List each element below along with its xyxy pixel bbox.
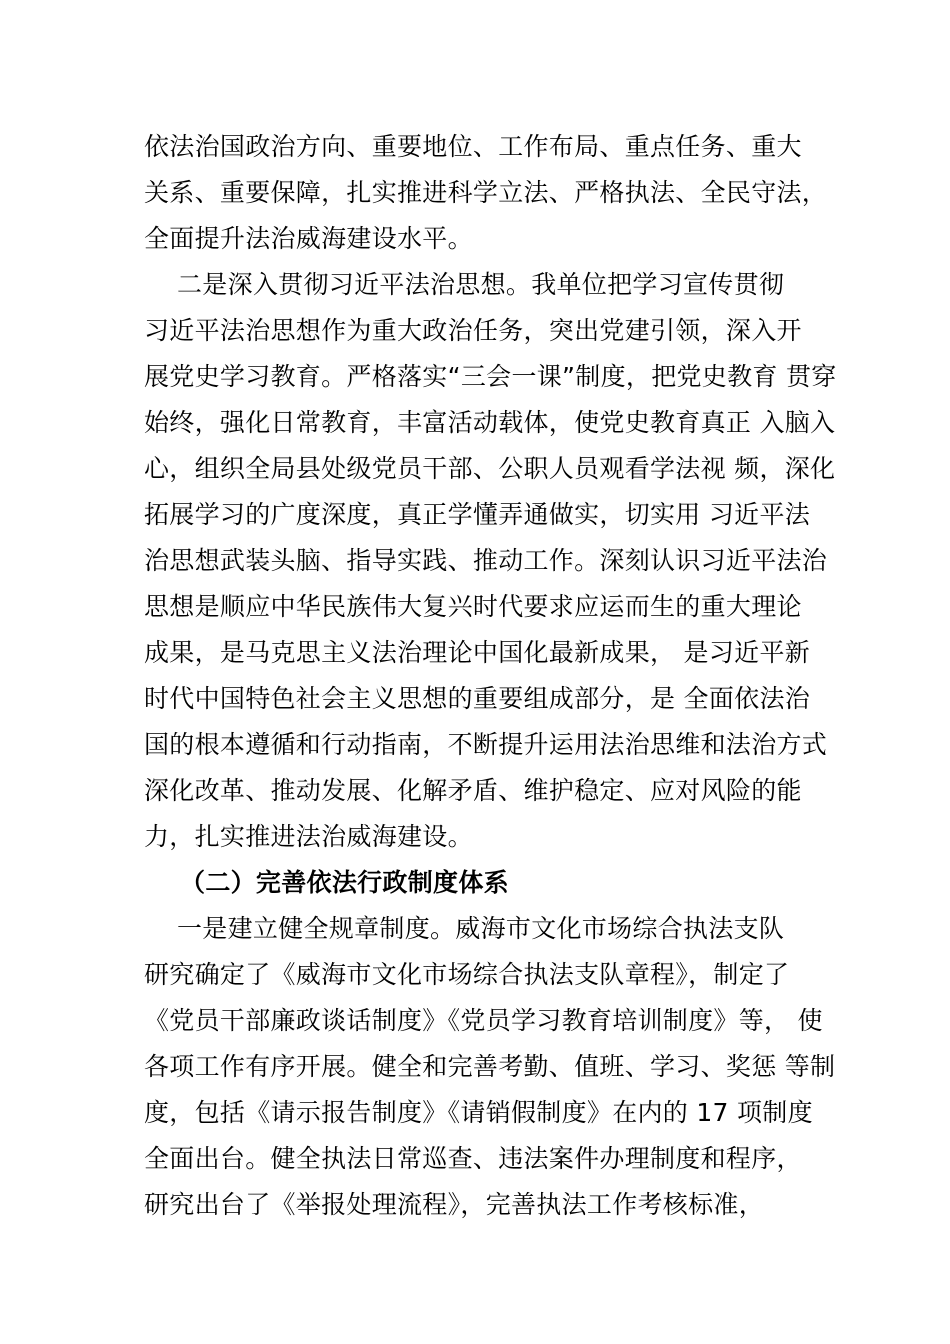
text-line: 全面提升法治威海建设水平。 bbox=[144, 224, 473, 253]
text-line: 二是深入贯彻习近平法治思想。我单位把学习宣传贯彻 bbox=[144, 270, 785, 299]
text-line: 思想是顺应中华民族伟大复兴时代要求应运而生的重大理论 bbox=[144, 592, 802, 621]
text-line: 度，包括《请示报告制度》《请销假制度》在内的 17 项制度 bbox=[144, 1098, 813, 1127]
section-heading: （二）完善依法行政制度体系 bbox=[144, 868, 509, 897]
text-line: 《党员干部廉政谈话制度》《党员学习教育培训制度》等， 使 bbox=[144, 1006, 823, 1035]
text-line: 时代中国特色社会主义思想的重要组成部分，是 全面依法治 bbox=[144, 684, 811, 713]
text-line: 习近平法治思想作为重大政治任务，突出党建引领，深入开 bbox=[144, 316, 802, 345]
text-line: 心，组织全局县处级党员干部、公职人员观看学法视 频，深化 bbox=[144, 454, 836, 483]
text-line: 力，扎实推进法治威海建设。 bbox=[144, 822, 473, 851]
text-line: 深化改革、推动发展、化解矛盾、维护稳定、应对风险的能 bbox=[144, 776, 802, 805]
text-line: 治思想武装头脑、指导实践、推动工作。深刻认识习近平法治 bbox=[144, 546, 828, 575]
text-line: 成果，是马克思主义法治理论中国化最新成果， 是习近平新 bbox=[144, 638, 811, 667]
text-line: 拓展学习的广度深度，真正学懂弄通做实，切实用 习近平法 bbox=[144, 500, 811, 529]
text-line: 研究出台了《举报处理流程》，完善执法工作考核标准， bbox=[144, 1190, 765, 1219]
text-line: 关系、重要保障，扎实推进科学立法、严格执法、全民守法， bbox=[144, 178, 828, 207]
text-line: 始终，强化日常教育，丰富活动载体，使党史教育真正 入脑入 bbox=[144, 408, 836, 437]
body-text bbox=[144, 124, 844, 1228]
text-line: 研究确定了《威海市文化市场综合执法支队章程》，制定了 bbox=[144, 960, 790, 989]
text-line: 各项工作有序开展。健全和完善考勤、值班、学习、奖惩 等制 bbox=[144, 1052, 836, 1081]
text-line: 国的根本遵循和行动指南，不断提升运用法治思维和法治方式 bbox=[144, 730, 828, 759]
text-line: 展党史学习教育。严格落实“三会一课”制度，把党史教育 贯穿 bbox=[144, 362, 837, 391]
text-line: 全面出台。健全执法日常巡查、违法案件办理制度和程序， bbox=[144, 1144, 802, 1173]
text-line: 依法治国政治方向、重要地位、工作布局、重点任务、重大 bbox=[144, 132, 802, 161]
text-line: 一是建立健全规章制度。威海市文化市场综合执法支队 bbox=[144, 914, 785, 943]
